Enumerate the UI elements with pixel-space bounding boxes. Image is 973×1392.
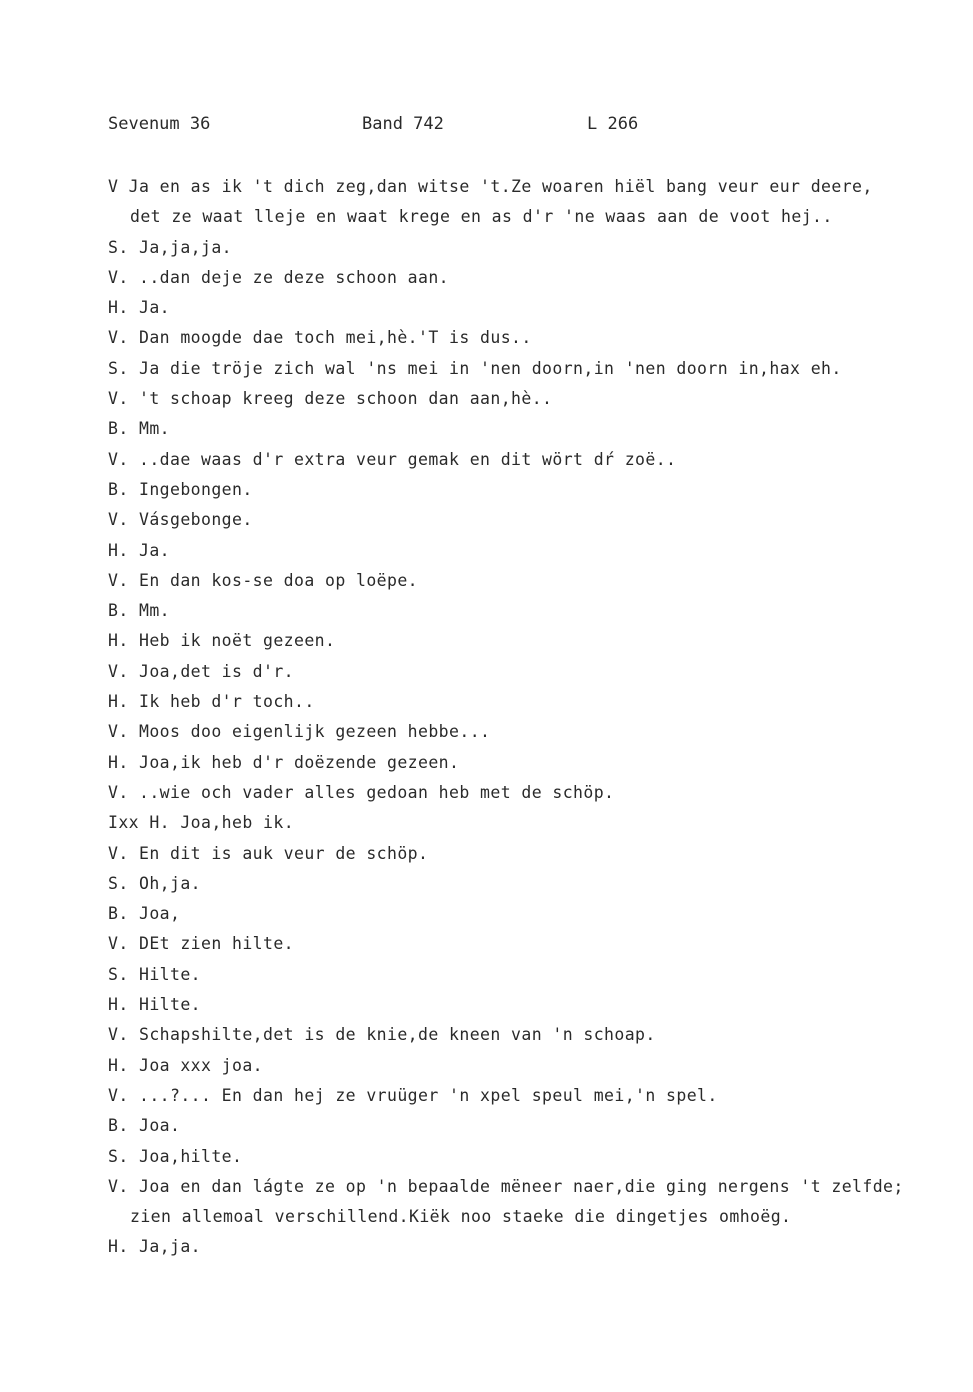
- speaker-label: V.: [108, 389, 129, 409]
- transcript-line: [108, 505, 948, 535]
- utterance-text: Ingebongen.: [128, 479, 253, 499]
- speaker-label: H.: [108, 631, 129, 651]
- speaker-label: V.: [108, 1025, 129, 1045]
- transcript-line: [108, 869, 948, 899]
- transcript-line: [108, 566, 948, 596]
- transcript-line: [108, 354, 948, 384]
- transcript-line: [108, 657, 948, 687]
- speaker-label: S.: [108, 873, 129, 893]
- speaker-label: V.: [108, 449, 129, 469]
- speaker-label: V.: [108, 782, 129, 802]
- speaker-label: V.: [108, 328, 129, 348]
- utterance-text: En dan kos-se doa op loëpe.: [128, 570, 419, 590]
- utterance-text: Ja en as ik 't dich zeg,dan witse 't.Ze woaren hiël bang veur eur deere,: [118, 177, 873, 196]
- utterance-text: Ja.: [128, 298, 171, 318]
- utterance-text: Ja,ja.: [128, 1237, 202, 1257]
- speaker-label: V.: [108, 510, 129, 530]
- speaker-label: S.: [108, 237, 129, 257]
- utterance-text: Vásgebonge.: [128, 510, 253, 530]
- utterance-text: zien allemoal verschillend.Kiëk noo staeke die dingetjes omhoëg.: [130, 1207, 792, 1227]
- transcript-line: [108, 475, 948, 505]
- page-header: [0, 114, 973, 136]
- transcript-line: [108, 990, 948, 1020]
- transcript-line: [108, 1172, 948, 1202]
- speaker-label: H.: [108, 1237, 129, 1257]
- transcript-line: [108, 960, 948, 990]
- transcript-line: [108, 293, 948, 323]
- speaker-label: B.: [108, 904, 129, 924]
- utterance-text: Moos doo eigenlijk gezeen hebbe...: [128, 722, 491, 742]
- utterance-text: Joa,: [128, 904, 181, 924]
- transcript-line: [108, 1081, 948, 1111]
- speaker-label: V.: [108, 1176, 129, 1196]
- transcript-line: [108, 445, 948, 475]
- utterance-text: Ja,ja,ja.: [128, 237, 233, 257]
- speaker-label: B.: [108, 479, 129, 499]
- transcript-line: [108, 626, 948, 656]
- speaker-label: V.: [108, 934, 129, 954]
- utterance-text: Joa xxx joa.: [128, 1055, 264, 1075]
- utterance-text: Ja die tröje zich wal 'ns mei in 'nen doorn,in 'nen doorn in,hax eh.: [128, 358, 842, 378]
- utterance-text: Hilte.: [128, 995, 202, 1015]
- transcript-line-continuation: [108, 1202, 948, 1232]
- utterance-text: En dit is auk veur de schöp.: [128, 843, 429, 863]
- utterance-text: ...?... En dan hej ze vruüger 'n xpel speul mei,'n spel.: [128, 1085, 718, 1105]
- speaker-label: H.: [108, 692, 129, 712]
- utterance-text: Joa en dan lágte ze op 'n bepaalde mëneer naer,die ging nergens 't zelfde;: [128, 1176, 904, 1196]
- utterance-text: Mm.: [128, 601, 171, 621]
- transcript-line: [108, 839, 948, 869]
- utterance-text: Joa,det is d'r.: [128, 661, 295, 681]
- transcript-line: [108, 808, 948, 838]
- transcript-line: [108, 1111, 948, 1141]
- transcript-line: [108, 414, 948, 444]
- transcript-line: [108, 1232, 948, 1262]
- header-location: Sevenum 36: [108, 114, 211, 134]
- speaker-label: V.: [108, 570, 129, 590]
- utterance-text: Schapshilte,det is de knie,de kneen van 'n schoap.: [128, 1025, 656, 1045]
- transcript-line: [108, 1051, 948, 1081]
- speaker-label: V.: [108, 1085, 129, 1105]
- utterance-text: Ja.: [128, 540, 171, 560]
- transcript-line: [108, 172, 948, 202]
- speaker-label: V.: [108, 722, 129, 742]
- speaker-label: B.: [108, 601, 129, 621]
- transcript-line: [108, 1142, 948, 1172]
- utterance-text: ..wie och vader alles gedoan heb met de schöp.: [128, 782, 615, 802]
- transcript-line: [108, 929, 948, 959]
- utterance-text: 't schoap kreeg deze schoon dan aan,hè..: [128, 389, 553, 409]
- utterance-text: Joa,hilte.: [128, 1146, 243, 1166]
- speaker-label: S.: [108, 964, 129, 984]
- speaker-label: H.: [108, 298, 129, 318]
- utterance-text: Heb ik noët gezeen.: [128, 631, 336, 651]
- transcript-line: [108, 536, 948, 566]
- transcript-line: [108, 687, 948, 717]
- utterance-text: Oh,ja.: [128, 873, 202, 893]
- utterance-text: ..dae waas d'r extra veur gemak en dit wört dŕ zoë..: [128, 449, 677, 469]
- speaker-label: V: [108, 177, 119, 196]
- utterance-text: Joa.: [128, 1116, 181, 1136]
- utterance-text: Mm.: [128, 419, 171, 439]
- speaker-label: B.: [108, 1116, 129, 1136]
- speaker-label: H.: [108, 1055, 129, 1075]
- speaker-label: V.: [108, 267, 129, 287]
- speaker-label: Ixx: [108, 813, 140, 833]
- speaker-label: S.: [108, 358, 129, 378]
- speaker-label: H.: [108, 752, 129, 772]
- transcript: [108, 172, 948, 1263]
- transcript-line-continuation: [108, 202, 948, 232]
- speaker-label: S.: [108, 1146, 129, 1166]
- transcript-line: [108, 899, 948, 929]
- transcript-line: [108, 778, 948, 808]
- utterance-text: DEt zien hilte.: [128, 934, 295, 954]
- transcript-line: [108, 748, 948, 778]
- speaker-label: V.: [108, 661, 129, 681]
- header-code: L 266: [587, 114, 639, 134]
- utterance-text: Dan moogde dae toch mei,hè.'T is dus..: [128, 328, 532, 348]
- transcript-line: [108, 263, 948, 293]
- speaker-label: H.: [108, 995, 129, 1015]
- transcript-line: [108, 384, 948, 414]
- transcript-line: [108, 323, 948, 353]
- utterance-text: H. Joa,heb ik.: [139, 813, 295, 833]
- header-band: Band 742: [362, 114, 444, 134]
- transcript-line: [108, 1020, 948, 1050]
- utterance-text: Hilte.: [128, 964, 202, 984]
- speaker-label: B.: [108, 419, 129, 439]
- utterance-text: det ze waat lleje en waat krege en as d'r 'ne waas aan de voot hej..: [130, 207, 833, 227]
- transcript-line: [108, 233, 948, 263]
- utterance-text: ..dan deje ze deze schoon aan.: [128, 267, 450, 287]
- speaker-label: V.: [108, 843, 129, 863]
- transcript-line: [108, 596, 948, 626]
- speaker-label: H.: [108, 540, 129, 560]
- utterance-text: Ik heb d'r toch..: [128, 692, 315, 712]
- transcript-line: [108, 717, 948, 747]
- utterance-text: Joa,ik heb d'r doëzende gezeen.: [128, 752, 460, 772]
